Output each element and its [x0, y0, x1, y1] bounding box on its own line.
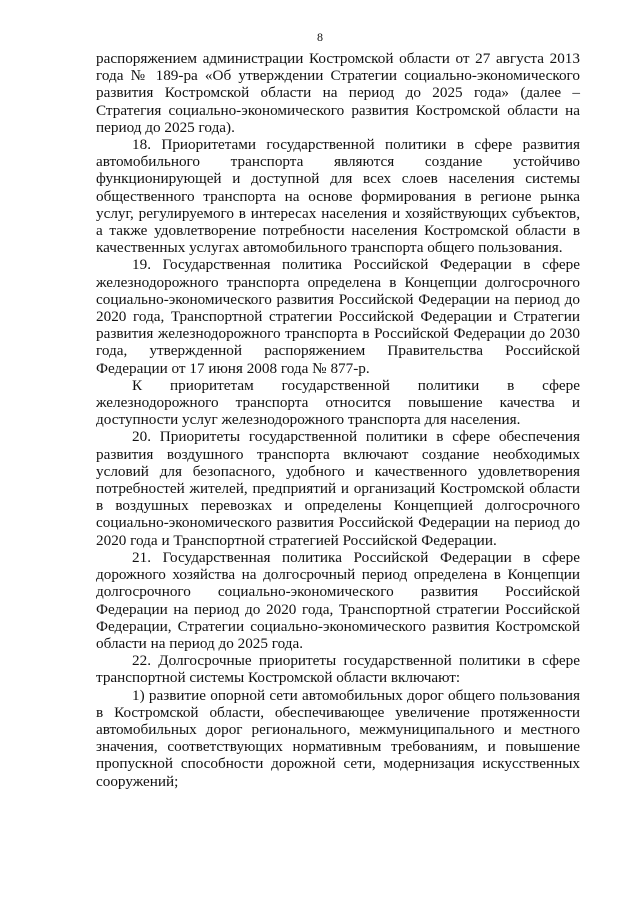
- paragraph-18: 18. Приоритетами государственной политики в сфере развития автомобильного транспорта являются создание устойчиво функционирующей и доступной для всех слоев населения системы общественного транспорта на основе формирования в регионе рынка услуг, регулируемого в интересах населения и хозяйствующих субъектов, а также удовлетворение потребности населения Костромской области в качественных услугах автомобильного транспорта общего пользования.: [96, 136, 580, 257]
- document-body: [96, 50, 580, 790]
- paragraph-21: 21. Государственная политика Российской Федерации в сфере дорожного хозяйства на долгосрочный период определена в Концепции долгосрочного социально-экономического развития Российской Федерации на период до 2020 года, Транспортной стратегии Российской Федерации, Стратегии социально-экономического развития Костромской области на период до 2025 года.: [96, 548, 580, 652]
- page-number: 8: [317, 30, 323, 44]
- paragraph-19: 19. Государственная политика Российской Федерации в сфере железнодорожного транспорта определена в Концепции долгосрочного социально-экономического развития Российской Федерации на период до 2020 года, Транспортной стратегии Российской Федерации и Стратегии развития железнодорожного транспорта в Российской Федерации до 2030 года, утвержденной распоряжением Правительства Российской Федерации от 17 июня 2008 года № 877-р.: [96, 256, 580, 377]
- paragraph-22: 22. Долгосрочные приоритеты государственной политики в сфере транспортной системы Костромской области включают:: [96, 652, 580, 687]
- paragraph-20: 20. Приоритеты государственной политики в сфере обеспечения развития воздушного транспорта включают создание необходимых условий для безопасного, удобного и качественного удовлетворения потребностей жителей, предприятий и организаций Костромской области в воздушных перевозках и определены Концепцией долгосрочного социально-экономического развития Российской Федерации на период до 2020 года и Транспортной стратегией Российской Федерации.: [96, 428, 580, 549]
- list-item-1: 1) развитие опорной сети автомобильных дорог общего пользования в Костромской области, обеспечивающее увеличение протяженности автомобильных дорог регионального, межмуниципального и местного значения, соответствующих нормативным требованиям, и повышение пропускной способности дорожной сети, модернизация искусственных сооружений;: [96, 686, 580, 790]
- paragraph-continuation: распоряжением администрации Костромской области от 27 августа 2013 года № 189-ра «Об утверждении Стратегии социально-экономического развития Костромской области на период до 2025 года» (далее – Стратегия социально-экономического развития Костромской области на период до 2025 года).: [96, 50, 580, 136]
- paragraph-19-railway-priorities: К приоритетам государственной политики в сфере железнодорожного транспорта относится повышение качества и доступности услуг железнодорожного транспорта для населения.: [96, 376, 580, 429]
